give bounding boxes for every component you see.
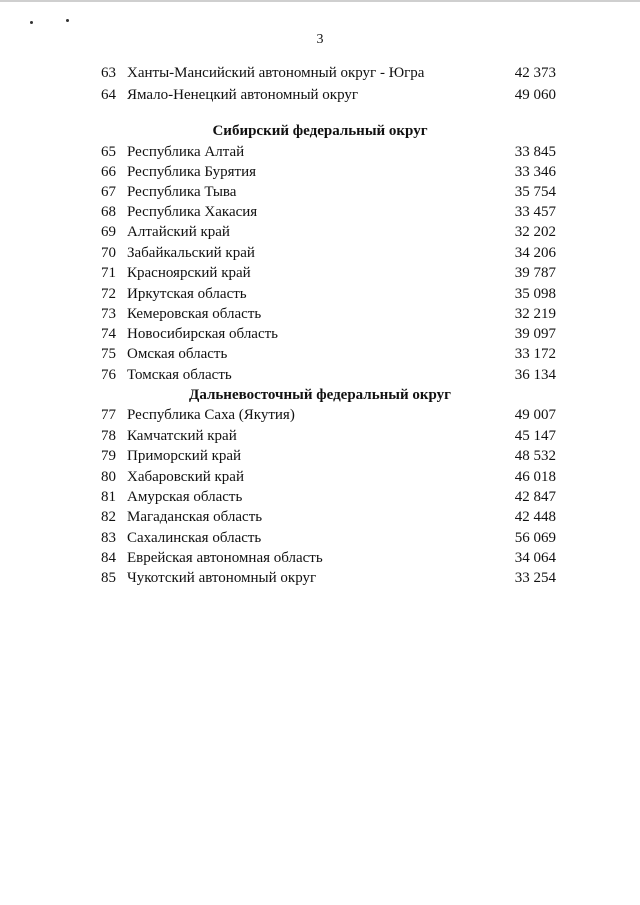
region-name: Омская область xyxy=(127,346,228,362)
row-number: 65 xyxy=(101,144,116,160)
region-name: Республика Хакасия xyxy=(127,204,258,220)
section-heading-siberian: Сибирский федеральный округ xyxy=(212,123,428,139)
region-value: 35 098 xyxy=(514,286,556,302)
scan-top-edge xyxy=(0,0,640,2)
region-value: 33 845 xyxy=(514,144,556,160)
row-number: 76 xyxy=(101,367,116,383)
region-value: 33 346 xyxy=(514,164,556,180)
region-value: 33 254 xyxy=(514,570,556,586)
row-number: 73 xyxy=(101,306,116,322)
table-row xyxy=(0,324,640,344)
region-name: Красноярский край xyxy=(127,265,251,281)
region-value: 46 018 xyxy=(514,469,556,485)
region-name: Магаданская область xyxy=(127,509,263,525)
table-row xyxy=(0,63,640,83)
table-row xyxy=(0,507,640,527)
region-value: 39 787 xyxy=(514,265,556,281)
table-row xyxy=(0,446,640,466)
region-value: 34 064 xyxy=(514,550,556,566)
row-number: 78 xyxy=(101,428,116,444)
table-row xyxy=(0,202,640,222)
region-name: Ямало-Ненецкий автономный округ xyxy=(127,87,359,103)
row-number: 84 xyxy=(101,550,116,566)
region-value: 56 069 xyxy=(514,530,556,546)
table-row xyxy=(0,222,640,242)
row-number: 75 xyxy=(101,346,116,362)
row-number: 70 xyxy=(101,245,116,261)
table-row xyxy=(0,85,640,105)
region-name: Новосибирская область xyxy=(127,326,279,342)
row-number: 83 xyxy=(101,530,116,546)
table-row xyxy=(0,263,640,283)
region-value: 42 373 xyxy=(514,65,556,81)
region-name: Камчатский край xyxy=(127,428,237,444)
section-heading-fareast: Дальневосточный федеральный округ xyxy=(189,387,451,403)
row-number: 67 xyxy=(101,184,116,200)
scan-speck xyxy=(30,21,33,24)
region-value: 32 202 xyxy=(514,224,556,240)
row-number: 64 xyxy=(101,87,116,103)
region-name: Томская область xyxy=(127,367,232,383)
region-value: 33 457 xyxy=(514,204,556,220)
region-value: 45 147 xyxy=(514,428,556,444)
table-row xyxy=(0,487,640,507)
table-row xyxy=(0,344,640,364)
table-row xyxy=(0,162,640,182)
table-row xyxy=(0,528,640,548)
row-number: 81 xyxy=(101,489,116,505)
row-number: 80 xyxy=(101,469,116,485)
region-value: 49 007 xyxy=(514,407,556,423)
row-number: 74 xyxy=(101,326,116,342)
region-name: Республика Саха (Якутия) xyxy=(127,407,295,423)
row-number: 69 xyxy=(101,224,116,240)
region-name: Республика Алтай xyxy=(127,144,245,160)
region-name: Алтайский край xyxy=(127,224,230,240)
table-row xyxy=(0,365,640,385)
region-name: Приморский край xyxy=(127,448,242,464)
row-number: 63 xyxy=(101,65,116,81)
table-row xyxy=(0,467,640,487)
scan-speck xyxy=(66,19,69,22)
table-row xyxy=(0,426,640,446)
region-value: 42 448 xyxy=(514,509,556,525)
table-row xyxy=(0,142,640,162)
region-name: Еврейская автономная область xyxy=(127,550,323,566)
region-value: 42 847 xyxy=(514,489,556,505)
region-name: Забайкальский край xyxy=(127,245,255,261)
table-row xyxy=(0,568,640,588)
region-name: Кемеровская область xyxy=(127,306,262,322)
table-row xyxy=(0,284,640,304)
region-name: Республика Тыва xyxy=(127,184,237,200)
table-row xyxy=(0,405,640,425)
region-value: 34 206 xyxy=(514,245,556,261)
region-name: Хабаровский край xyxy=(127,469,244,485)
table-row xyxy=(0,548,640,568)
region-value: 35 754 xyxy=(514,184,556,200)
region-name: Чукотский автономный округ xyxy=(127,570,317,586)
region-value: 49 060 xyxy=(514,87,556,103)
row-number: 68 xyxy=(101,204,116,220)
region-name: Республика Бурятия xyxy=(127,164,257,180)
table-row xyxy=(0,182,640,202)
row-number: 66 xyxy=(101,164,116,180)
row-number: 82 xyxy=(101,509,116,525)
row-number: 72 xyxy=(101,286,116,302)
region-value: 32 219 xyxy=(514,306,556,322)
region-name: Амурская область xyxy=(127,489,243,505)
table-row xyxy=(0,304,640,324)
region-value: 33 172 xyxy=(514,346,556,362)
page-number: 3 xyxy=(316,32,324,47)
row-number: 71 xyxy=(101,265,116,281)
row-number: 85 xyxy=(101,570,116,586)
row-number: 77 xyxy=(101,407,116,423)
region-name: Иркутская область xyxy=(127,286,247,302)
region-name: Ханты-Мансийский автономный округ - Югра xyxy=(127,65,425,81)
region-value: 39 097 xyxy=(514,326,556,342)
table-row xyxy=(0,243,640,263)
region-value: 36 134 xyxy=(514,367,556,383)
row-number: 79 xyxy=(101,448,116,464)
region-value: 48 532 xyxy=(514,448,556,464)
region-name: Сахалинская область xyxy=(127,530,262,546)
